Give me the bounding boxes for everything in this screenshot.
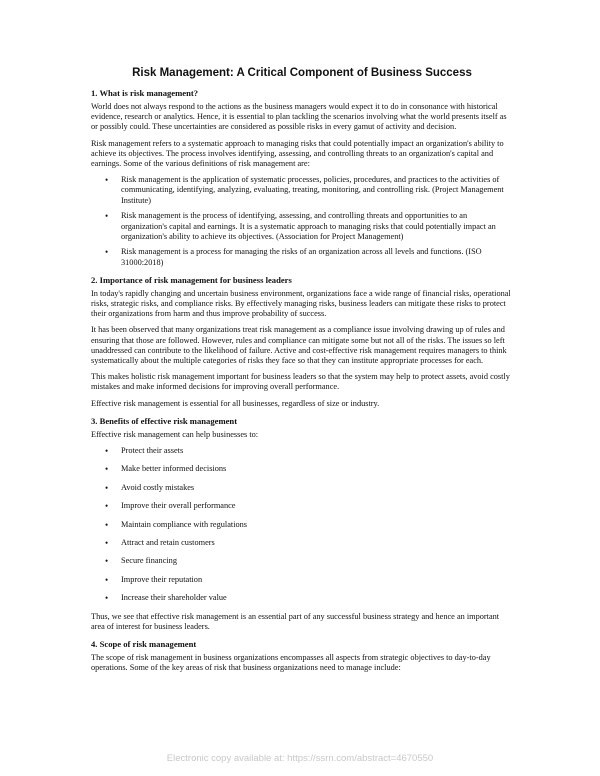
paragraph: Effective risk management can help businesses to: [91,429,259,439]
section-heading-benefits: 3. Benefits of effective risk management [91,415,238,426]
paragraph: This makes holistic risk management important for business leaders so that the system may help to protect assets, avoid costly mistakes and make informed decisions for improving overall performance. [91,372,510,392]
list-item: • Avoid costly mistakes [121,483,513,493]
list-item: • Risk management is a process for managing the risks of an organization across all levels and functions. (ISO 31000:2018) [121,247,513,267]
list-item: • Improve their overall performance [121,501,513,511]
paragraph: Risk management refers to a systematic approach to managing risks that could potentially impact an organization's ability to achieve its objectives. The process involves identifying, assessing, and controlling threats to an organization's capital and earnings. Some of the various definitions of risk management are: [91,138,504,169]
section-heading-scope: 4. Scope of risk management [91,639,197,649]
list-item: • Make better informed decisions [121,464,513,474]
footer-ssrn-notice: Electronic copy available at: https://ssrn.com/abstract=4670550 [166,753,434,764]
list-item: • Attract and retain customers [121,538,513,548]
list-item: • Protect their assets [121,446,513,456]
list-item: • Risk management is the application of systematic processes, policies, procedures, and practices to the activities of communicating, identifying, analyzing, evaluating, treating, monitoring, and controlling risk. (Project Management Institute) [121,175,513,206]
definitions-list [91,175,513,268]
list-item: • Secure financing [121,556,513,566]
paragraph: It has been observed that many organizations treat risk management as a compliance issue involving drawing up of rules and ensuring that those are followed. However, rules and compliance can mitigate some but not all of the risks. The issues so left unaddressed can contribute to the likelihood of failure. Active and cost-effective risk management requires managers to think systematically about the multiple categories of risks they face so that they can institute appropriate processes for each. [91,325,507,366]
page-content [91,66,513,679]
paragraph: The scope of risk management in business organizations encompasses all aspects from strategic objectives to day-to-day operations. Some of the key areas of risk that business organizations need to manage include: [91,653,491,673]
section-heading-what-is-risk-management: 1. What is risk management? [91,88,199,98]
list-item: • Increase their shareholder value [121,593,513,603]
paragraph: Thus, we see that effective risk management is an essential part of any successful business strategy and hence an important area of interest for business leaders. [91,611,500,631]
section-heading-importance: 2. Importance of risk management for business leaders [91,274,292,285]
list-item: • Maintain compliance with regulations [121,520,513,530]
paragraph: Effective risk management is essential for all businesses, regardless of size or industry. [91,398,380,408]
page-title: Risk Management: A Critical Component of Business Success [132,67,472,79]
list-item: • Improve their reputation [121,575,513,585]
paragraph: In today's rapidly changing and uncertain business environment, organizations face a wide range of financial risks, operational risks, strategic risks, and compliance risks. By effectively managing risks, business leaders can mitigate these risks to protect their organizations from harm and thus improve probability of success. [91,288,511,319]
list-item: • Risk management is the process of identifying, assessing, and controlling threats and opportunities to an organization's capital and earnings. It is a systematic approach to managing risks that could potentially impact an organization's ability to achieve its objectives. (Association for Project Management) [121,211,513,242]
paragraph: World does not always respond to the actions as the business managers would expect it to do in consonance with historical evidence, research or analytics. Hence, it is essential to plan tackling the scenarios involving what the world presents itself as or possibly could. These uncertainties are considered as possible risks in every gamut of activity and decision. [91,102,507,132]
benefits-list [91,446,513,603]
